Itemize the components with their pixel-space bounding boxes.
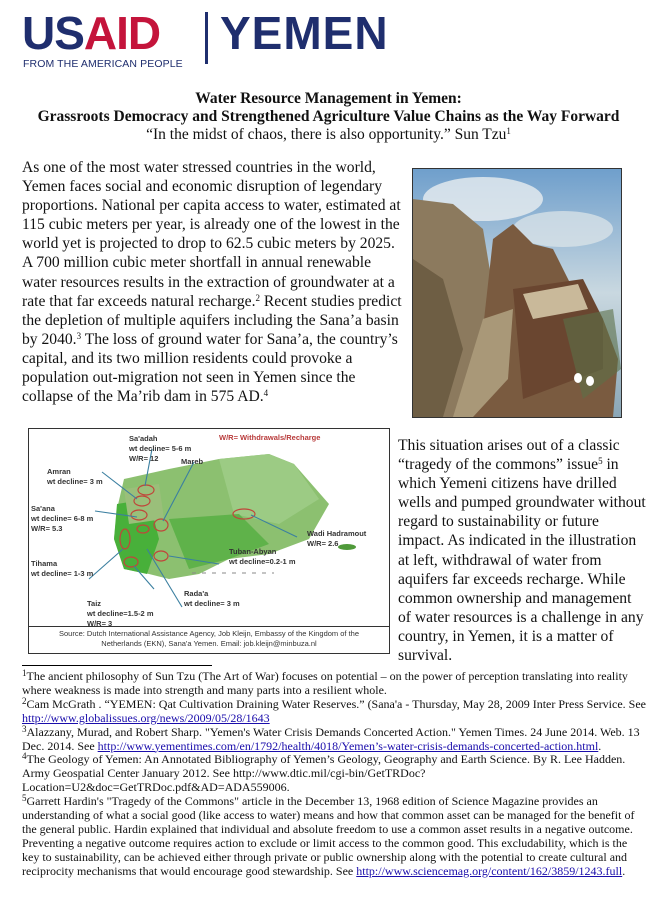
paragraph-text: This situation arises out of a classic “tragedy of the commons” issue [398,437,620,474]
footnote-ref[interactable]: 3 [76,330,82,341]
intro-paragraph [22,158,402,406]
footnotes [22,670,647,879]
map-label-mareb: Mareb [181,457,204,466]
epigraph-quote [0,125,657,144]
footnote-ref[interactable]: 1 [506,126,511,136]
usaid-logo [22,7,161,59]
map-label-radaa: Rada'a wt decline= 3 m [184,589,240,608]
map-label-tihama: Tihama wt decline= 1-3 m [31,559,94,578]
footnote-5: $^5$Garrett Hardin's "Tragedy of the Commons" article in the December 13, 1968 edition of Science Magazine provides an understanding of what a social good (like access to water) means and how that common asset can be managed for the benefit of the general public. Hardin explained that individual and absolute freedom to use a common asset results in a negative outcome. Preventing a negative outcome requires action to exclude or limit access to the common good. This excludability, which is the key to sustainability, can be achieved either through private or public ownership along with the potential to create cultural and reciprocity mechanisms that would encourage good stewardship. See http://www.sciencemag.org/content/162/3859/1243.full. [22,793,635,878]
logo-yemen-text: YEMEN [220,7,389,59]
quote-text: “In the midst of chaos, there is also opportunity.” Sun Tzu [146,126,507,143]
village-photo [412,168,622,418]
footnote-link[interactable]: http://www.yementimes.com/en/1792/health/4018/Yemen’s-water-crisis-demands-concerted-action.html [97,738,599,753]
footnote-link[interactable]: http://www.globalissues.org/news/2009/05/28/1643 [22,710,270,725]
map-label-amran: Amran wt decline= 3 m [47,467,103,486]
map-label-wadi-hadramout: Wadi Hadramout W/R= 2.6 [307,529,367,548]
paragraph-text: in which Yemeni citizens have drilled wells and pumped groundwater without regard to sustainability or future impact. As indicated in the illustration at left, withdrawal of water from aquifers far exceeds recharge. While common ownership and management of water resources is a challenge in any country, in Yemen, it is a matter of survival. [398,456,646,665]
footnote-1: $^1$The ancient philosophy of Sun Tzu (The Art of War) focuses on potential – on the power of perception translating into reality where weakness is made into strength and many parts into a resilient whole. [22,668,628,697]
map-source-caption: Source: Dutch International Assistance Agency, Job Kleijn, Embassy of the Kingdom of the Netherlands (EKN), Sana'a Yemen. Email: job.kleijn@minbuza.nl [29,626,389,653]
footnote-link[interactable]: http://www.sciencemag.org/content/162/3859/1243.full [356,863,623,878]
paragraph-text: Recent studies predict the depletion of multiple aquifers including the Sana’a basin by 2040. [22,292,402,348]
footnote-ref[interactable]: 4 [263,388,269,399]
tragedy-paragraph [398,436,648,665]
footnote-4: $^4$The Geology of Yemen: An Annotated Bibliography of Yemen’s Geology, Geography and Earth Science. By R. Lee Hadden. Army Geospatial Center January 2012. See http://www.dtic.mil/cgi-bin/GetTRDoc?Location=U2&doc=GetTRDoc.pdf&AD=ADA559006. [22,751,626,795]
map-label-tuban-abyan: Tuban-Abyan wt decline=0.2-1 m [229,547,296,566]
map-label-taiz: Taiz wt decline=1.5-2 m W/R= 3 [87,599,154,628]
yemen-water-map [28,428,390,654]
footnote-ref[interactable]: 2 [255,292,260,303]
footnote-separator [22,665,212,666]
footnote-2: $^2$Cam McGrath . “YEMEN: Qat Cultivation Draining Water Reserves.” (Sana'a - Thursday, May 28, 2009 Inter Press Service. See http://www.globalissues.org/news/2009/05/28/1643 [22,695,646,725]
photo-illustration [413,169,621,417]
document-title-line2: Grassroots Democracy and Strengthened Agriculture Value Chains as the Way Forward [37,108,620,125]
logo-aid-text: AID [83,7,161,59]
logo-divider [205,12,208,64]
document-title-line1: Water Resource Management in Yemen: [195,90,462,107]
footnote-ref[interactable]: 5 [598,456,603,467]
map-label-saadah: Sa'adah wt decline= 5-6 m W/R= 12 [129,434,192,463]
logo-us-text: US [22,7,84,59]
map-legend: W/R= Withdrawals/Recharge [219,433,321,442]
paragraph-text: The loss of ground water for Sana’a, the country’s capital, and its two million residents could provoke a population out-migration not seen in Yemen since the collapse of the Ma’rib dam in 575 AD. [22,330,398,406]
logo-tagline: FROM THE AMERICAN PEOPLE [23,58,183,70]
paragraph-text: As one of the most water stressed countries in the world, Yemen faces social and economic disruption of legendary proportions. National per capita access to water, estimated at 115 cubic meters per year, is already one of the lowest in the world yet is projected to drop to 62.5 cubic meters by 2025. A 700 million cubic meter shortfall in annual renewable water resources results in the extraction of groundwater at a rate that far exceeds natural recharge. [22,159,401,310]
map-label-saana: Sa'ana wt decline= 6-8 m W/R= 5.3 [31,504,94,533]
footnote-3: $^3$Alazzany, Murad, and Robert Sharp. "Yemen's Water Crisis Demands Concerted Action." Yemen Times. 24 June 2014. Web. 13 Dec. 2014. See http://www.yementimes.com/en/1792/health/4018/Yemen’s-water-crisis-demands-concerted-action.html. [22,723,640,753]
